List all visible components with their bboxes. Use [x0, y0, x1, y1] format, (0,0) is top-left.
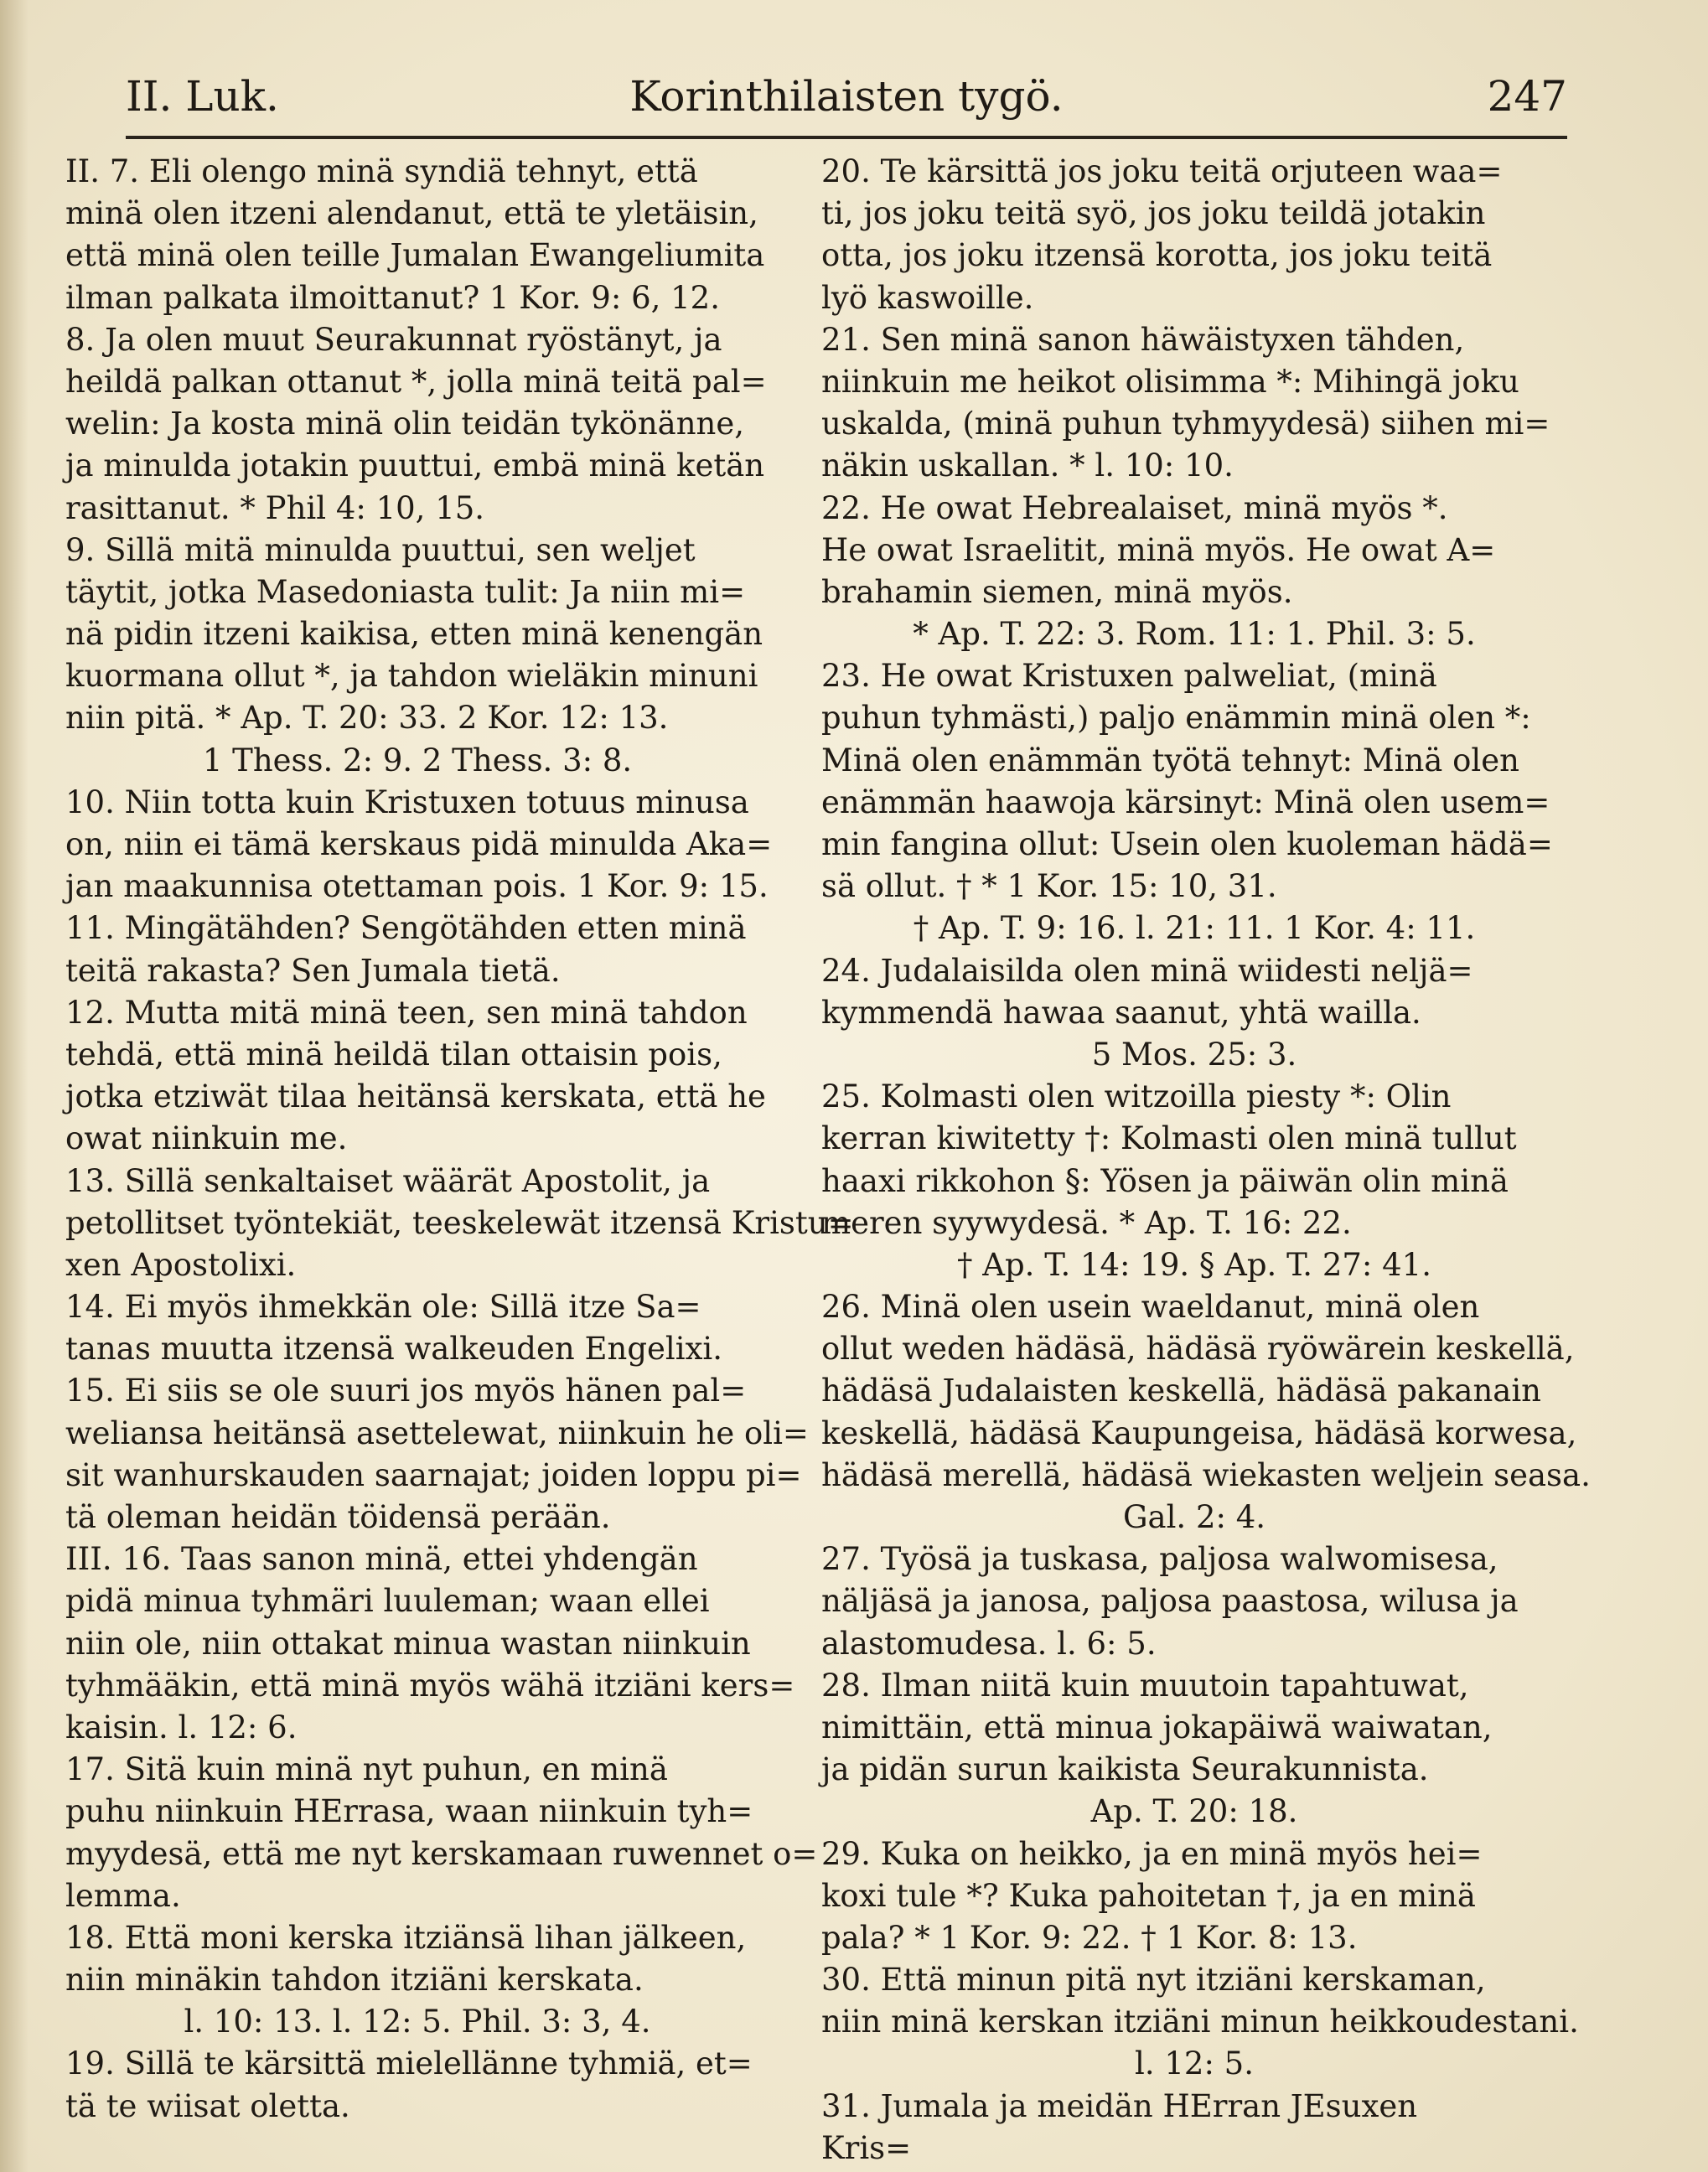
- text-line: rasittanut. * Phil 4: 10, 15.: [65, 489, 485, 526]
- text-line: 17. Sitä kuin minä nyt puhun, en minä: [65, 1751, 668, 1788]
- text-line: * Ap. T. 22: 3. Rom. 11: 1. Phil. 3: 5.: [913, 616, 1476, 653]
- text-line: III. 16. Taas sanon minä, ettei yhdengän: [65, 1541, 698, 1578]
- text-line: 28. Ilman niitä kuin muutoin tapahtuwat,: [821, 1667, 1469, 1704]
- text-line: nimittäin, että minua jokapäiwä waiwatan,: [821, 1709, 1493, 1745]
- text-line: 15. Ei siis se ole suuri jos myös hänen pal=: [65, 1373, 747, 1409]
- text-line: min fangina ollut: Usein olen kuoleman hädä=: [821, 826, 1553, 862]
- text-line: welin: Ja kosta minä olin teidän tykönänne,: [65, 406, 745, 442]
- header-title: Korinthilaisten tygö.: [629, 72, 1064, 121]
- header-chapter: II. Luk.: [126, 72, 279, 121]
- text-line: niinkuin me heikot olisimma *: Mihingä joku: [821, 363, 1519, 400]
- text-line: sit wanhurskauden saarnajat; joiden loppu pi=: [65, 1456, 802, 1493]
- text-line: tä oleman heidän töidensä perään.: [65, 1499, 611, 1535]
- text-line: 5 Mos. 25: 3.: [1091, 1036, 1297, 1073]
- text-line: 30. Että minun pitä nyt itziäni kerskaman,: [821, 1962, 1486, 1999]
- text-line: nä pidin itzeni kaikisa, etten minä kenengän: [65, 616, 763, 653]
- text-line: Kris=: [821, 2129, 912, 2166]
- text-line: kerran kiwitetty †: Kolmasti olen minä tullut: [821, 1120, 1517, 1157]
- text-line: ti, jos joku teitä syö, jos joku teildä jotakin: [821, 195, 1486, 232]
- text-line: 22. He owat Hebrealaiset, minä myös *.: [821, 489, 1448, 526]
- text-line: 19. Sillä te kärsittä mielellänne tyhmiä, et=: [65, 2045, 753, 2082]
- text-line: tanas muutta itzensä walkeuden Engelixi.: [65, 1331, 723, 1368]
- text-line: kuormana ollut *, ja tahdon wieläkin minuni: [65, 658, 758, 695]
- text-line: † Ap. T. 14: 19. § Ap. T. 27: 41.: [957, 1246, 1431, 1283]
- text-line: lemma.: [65, 1877, 181, 1914]
- text-line: brahamin siemen, minä myös.: [821, 573, 1293, 610]
- text-line: Gal. 2: 4.: [1122, 1499, 1266, 1535]
- text-line: täytit, jotka Masedoniasta tulit: Ja niin mi=: [65, 573, 746, 610]
- text-line: näljäsä ja janosa, paljosa paastosa, wilusa ja: [821, 1583, 1519, 1620]
- text-line: II. 7. Eli olengo minä syndiä tehnyt, että: [65, 153, 698, 189]
- text-line: 23. He owat Kristuxen palweliat, (minä: [821, 658, 1437, 695]
- header-rule: [126, 136, 1567, 139]
- text-line: petollitset työntekiät, teeskelewät itzensä Kristu=: [65, 1204, 854, 1241]
- text-line: Minä olen enämmän työtä tehnyt: Minä olen: [821, 742, 1519, 778]
- text-line: on, niin ei tämä kerskaus pidä minulda Aka=: [65, 826, 773, 862]
- text-line: 10. Niin totta kuin Kristuxen totuus minusa: [65, 783, 749, 820]
- text-line: 8. Ja olen muut Seurakunnat ryöstänyt, ja: [65, 321, 722, 358]
- text-line: otta, jos joku itzensä korotta, jos joku teitä: [821, 237, 1493, 274]
- text-line: puhun tyhmästi,) paljo enämmin minä olen *:: [821, 700, 1531, 737]
- text-line: 12. Mutta mitä minä teen, sen minä tahdon: [65, 994, 748, 1031]
- text-line: 24. Judalaisilda olen minä wiidesti neljä=: [821, 952, 1473, 989]
- text-line: He owat Israelitit, minä myös. He owat A=: [821, 531, 1496, 568]
- text-line: ja pidän surun kaikista Seurakunnista.: [821, 1751, 1429, 1788]
- text-line: l. 12: 5.: [1135, 2045, 1254, 2082]
- text-line: 1 Thess. 2: 9. 2 Thess. 3: 8.: [202, 742, 633, 778]
- text-line: hädäsä merellä, hädäsä wiekasten weljein seasa.: [821, 1456, 1591, 1493]
- text-line: niin minä kerskan itziäni minun heikkoudestani.: [821, 2004, 1579, 2040]
- text-line: puhu niinkuin HErrasa, waan niinkuin tyh=: [65, 1793, 753, 1830]
- text-line: tyhmääkin, että minä myös wähä itziäni kers=: [65, 1667, 795, 1704]
- text-line: 13. Sillä senkaltaiset wäärät Apostolit, ja: [65, 1162, 711, 1199]
- text-line: uskalda, (minä puhun tyhmyydesä) siihen mi=: [821, 406, 1550, 442]
- text-line: haaxi rikkohon §: Yösen ja päiwän olin minä: [821, 1162, 1509, 1199]
- text-line: hädäsä Judalaisten keskellä, hädäsä pakanain: [821, 1373, 1542, 1409]
- binding-shadow: [0, 0, 28, 2172]
- text-line: 25. Kolmasti olen witzoilla piesty *: Olin: [821, 1078, 1452, 1115]
- text-line: 18. Että moni kerska itziänsä lihan jälkeen,: [65, 1919, 747, 1956]
- text-line: 20. Te kärsittä jos joku teitä orjuteen waa=: [821, 153, 1503, 189]
- text-line: 9. Sillä mitä minulda puuttui, sen weljet: [65, 531, 696, 568]
- text-line: sä ollut. † * 1 Kor. 15: 10, 31.: [821, 868, 1277, 905]
- right-column: [821, 151, 1591, 2169]
- text-line: owat niinkuin me.: [65, 1120, 348, 1157]
- text-line: xen Apostolixi.: [65, 1246, 297, 1283]
- text-line: Ap. T. 20: 18.: [1090, 1793, 1298, 1830]
- text-line: minä olen itzeni alendanut, että te yletäisin,: [65, 195, 758, 232]
- text-line: weliansa heitänsä asettelewat, niinkuin he oli=: [65, 1414, 809, 1451]
- text-line: 14. Ei myös ihmekkän ole: Sillä itze Sa=: [65, 1289, 701, 1326]
- text-line: niin ole, niin ottakat minua wastan niinkuin: [65, 1625, 751, 1662]
- text-line: ollut weden hädäsä, hädäsä ryöwärein keskellä,: [821, 1331, 1575, 1368]
- text-line: † Ap. T. 9: 16. l. 21: 11. 1 Kor. 4: 11.: [913, 910, 1476, 947]
- text-line: 27. Työsä ja tuskasa, paljosa walwomisesa,: [821, 1541, 1498, 1578]
- text-line: pidä minua tyhmäri luuleman; waan ellei: [65, 1583, 710, 1620]
- text-line: 11. Mingätähden? Sengötähden etten minä: [65, 910, 747, 947]
- left-column: [65, 151, 854, 2128]
- text-line: meren syywydesä. * Ap. T. 16: 22.: [821, 1204, 1352, 1241]
- text-line: enämmän haawoja kärsinyt: Minä olen usem=: [821, 783, 1550, 820]
- text-line: niin pitä. * Ap. T. 20: 33. 2 Kor. 12: 13.: [65, 700, 669, 737]
- text-line: 29. Kuka on heikko, ja en minä myös hei=: [821, 1835, 1483, 1872]
- text-line: teitä rakasta? Sen Jumala tietä.: [65, 952, 561, 989]
- text-line: että minä olen teille Jumalan Ewangeliumita: [65, 237, 765, 274]
- text-line: 31. Jumala ja meidän HErran JEsuxen: [821, 2087, 1418, 2124]
- text-line: ilman palkata ilmoittanut? 1 Kor. 9: 6, 12.: [65, 279, 720, 316]
- text-line: alastomudesa. l. 6: 5.: [821, 1625, 1157, 1662]
- text-line: kymmendä hawaa saanut, yhtä wailla.: [821, 994, 1421, 1031]
- text-line: pala? * 1 Kor. 9: 22. † 1 Kor. 8: 13.: [821, 1919, 1358, 1956]
- text-line: kaisin. l. 12: 6.: [65, 1709, 298, 1745]
- text-line: jotka etziwät tilaa heitänsä kerskata, että he: [65, 1078, 766, 1115]
- running-header: [126, 59, 1567, 134]
- text-line: tehdä, että minä heildä tilan ottaisin pois,: [65, 1036, 722, 1073]
- page-number: 247: [1487, 72, 1567, 121]
- text-line: heildä palkan ottanut *, jolla minä teitä pal=: [65, 363, 767, 400]
- text-line: näkin uskallan. * l. 10: 10.: [821, 447, 1234, 484]
- text-line: niin minäkin tahdon itziäni kerskata.: [65, 1962, 644, 1999]
- text-line: l. 10: 13. l. 12: 5. Phil. 3: 3, 4.: [184, 2004, 651, 2040]
- text-line: koxi tule *? Kuka pahoitetan †, ja en minä: [821, 1877, 1476, 1914]
- text-line: lyö kaswoille.: [821, 279, 1034, 316]
- text-line: keskellä, hädäsä Kaupungeisa, hädäsä korwesa,: [821, 1414, 1577, 1451]
- text-line: 26. Minä olen usein waeldanut, minä olen: [821, 1289, 1480, 1326]
- text-line: ja minulda jotakin puuttui, embä minä ketän: [65, 447, 765, 484]
- text-line: tä te wiisat oletta.: [65, 2087, 350, 2124]
- text-line: 21. Sen minä sanon häwäistyxen tähden,: [821, 321, 1465, 358]
- text-line: jan maakunnisa otettaman pois. 1 Kor. 9: 15.: [65, 868, 769, 905]
- text-line: myydesä, että me nyt kerskamaan ruwennet o=: [65, 1835, 818, 1872]
